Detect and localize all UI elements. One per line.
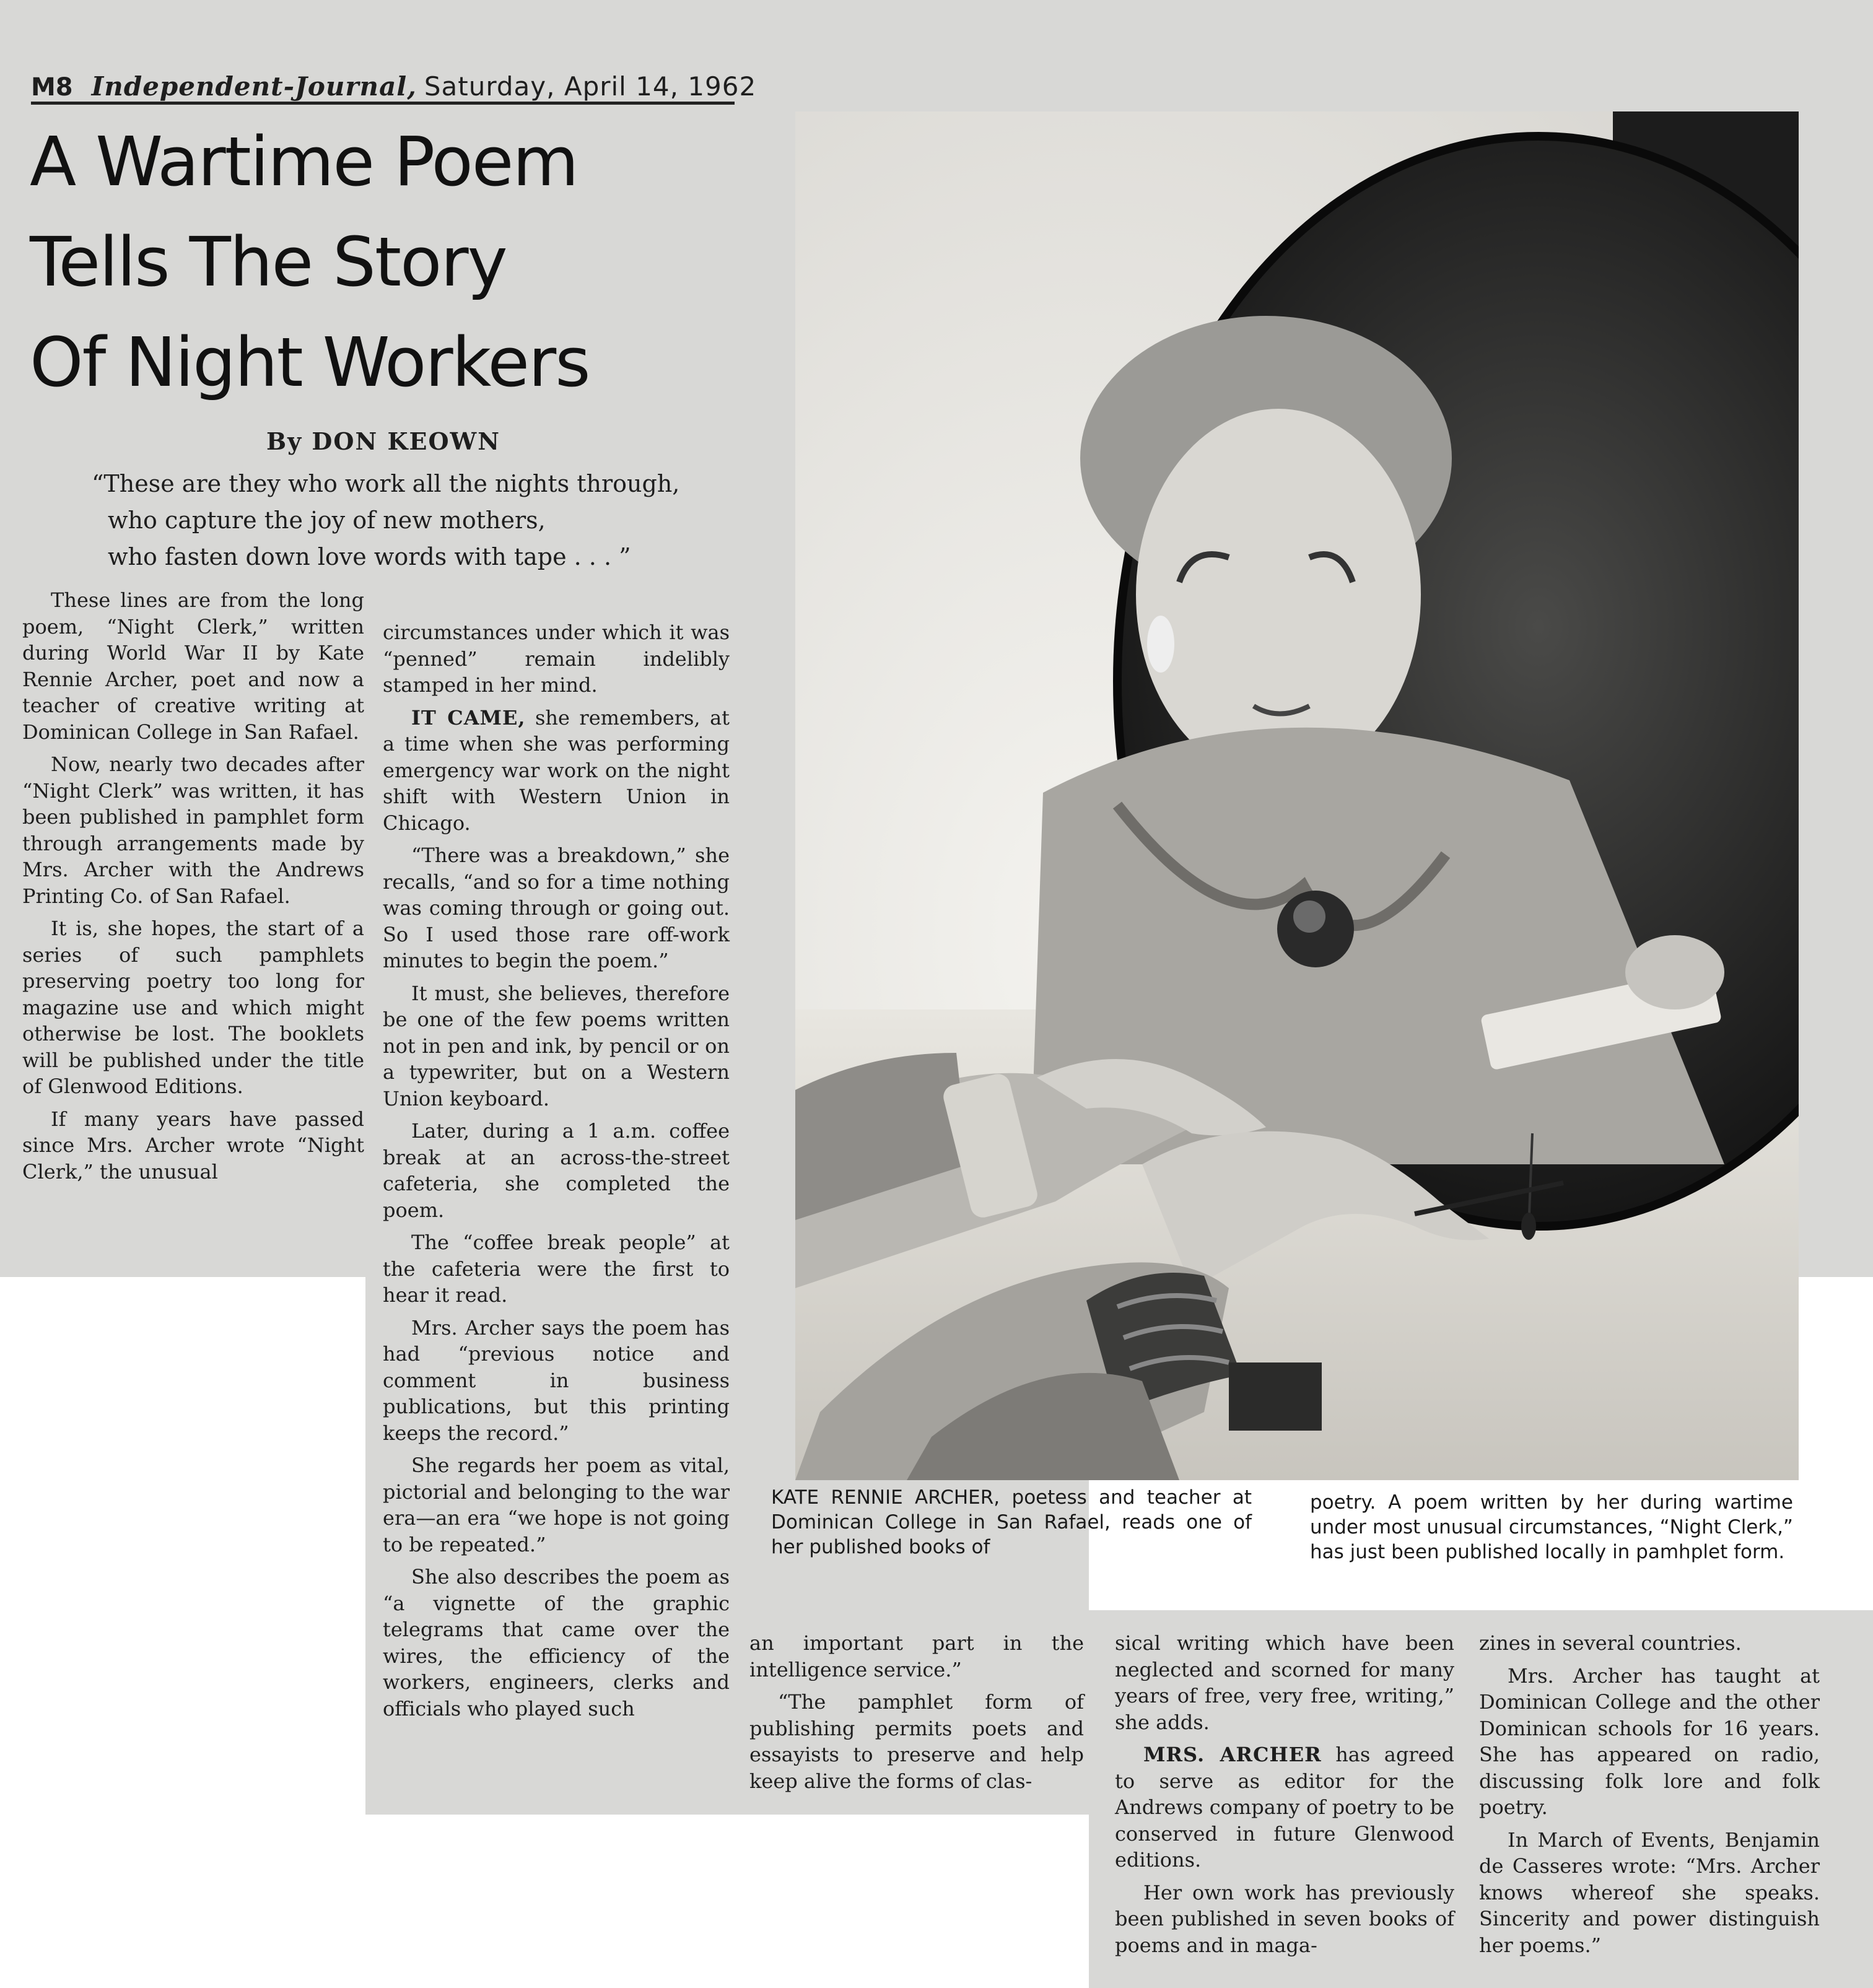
portrait-photo (795, 111, 1799, 1480)
byline: By DON KEOWN (266, 427, 500, 455)
article-column-4 (1115, 1630, 1454, 1964)
paragraph: “There was a breakdown,” she recalls, “and so for a time nothing was coming through or going out. So I used those rare off-work minutes to begin the poem.” (383, 844, 730, 972)
newspaper-name: Independent-Journal, (91, 71, 417, 102)
paragraph-text: she remembers, at a time when she was performing emergency war work on the night shift with Western Union in Chicago. (383, 705, 730, 835)
paragraph: “The pamphlet form of publishing permits poets and essayists to preserve and help keep alive the forms of clas- (749, 1690, 1084, 1793)
photo-caption-right: poetry. A poem written by her during wartime under most unusual circumstances, “Night Clerk,” has just been published locally in pamhplet form. (1310, 1491, 1793, 1563)
headline-line: A Wartime Poem (30, 122, 578, 201)
caption-text: poetess and teacher at Dominican College in San Rafael, reads one of her published books of (771, 1486, 1252, 1558)
paragraph: Now, nearly two decades after “Night Clerk” was written, it has been published in pamphlet form through arrangements made by Mrs. Archer with the Andrews Printing Co. of San Rafael. (22, 752, 364, 908)
headline (30, 111, 730, 412)
masthead (31, 62, 757, 105)
epigraph-quote (92, 466, 748, 575)
subhead-lead: MRS. ARCHER (1143, 1743, 1322, 1766)
paragraph: It is, she hopes, the start of a series of such pamphlets preserving poetry too long for magazine use and which might otherwise be lost. The booklets will be published under the title of Glenwood Editions. (22, 917, 364, 1098)
paragraph: sical writing which have been neglected and scorned for many years of free, very free, writing,” she adds. (1115, 1631, 1454, 1734)
paragraph: If many years have passed since Mrs. Archer wrote “Night Clerk,” the unusual (22, 1107, 364, 1184)
subhead-lead: IT CAME, (411, 705, 526, 730)
epigraph-line: who fasten down love words with tape . . . ” (108, 543, 631, 570)
paragraph: Mrs. Archer has taught at Dominican College and the other Dominican schools for 16 years. She has appeared on radio, discussing folk lore and folk poetry. (1479, 1663, 1820, 1819)
epigraph-line: “These are they who work all the nights through, (92, 470, 680, 497)
paragraph: The “coffee break people” at the cafeteria were the first to hear it read. (383, 1231, 730, 1307)
epigraph-line: who capture the joy of new mothers, (108, 507, 546, 534)
paragraph (1115, 1742, 1454, 1873)
paragraph: These lines are from the long poem, “Night Clerk,” written during World War II by Kate Rennie Archer, poet and now a teacher of creative writing at Dominican College in San Rafael. (22, 588, 364, 744)
paragraph: She regards her poem as vital, pictorial and belonging to the war era—an era “we hope is not going to be repeated.” (383, 1454, 730, 1556)
paragraph: Later, during a 1 a.m. coffee break at an across-the-street cafeteria, she completed the poem. (383, 1119, 730, 1222)
paragraph: an important part in the intelligence service.” (749, 1631, 1084, 1681)
paragraph: zines in several countries. (1479, 1631, 1742, 1655)
paragraph-text: has agreed to serve as editor for the Andrews company of poetry to be conserved in future Glenwood editions. (1115, 1743, 1455, 1872)
paragraph: Mrs. Archer says the poem has had “previous notice and comment in business publications, but this printing keeps the record.” (383, 1315, 730, 1445)
photo-caption-left (771, 1485, 1252, 1559)
paragraph: She also describes the poem as “a vignette of the graphic telegrams that came over the wires, the efficiency of the workers, engineers, clerks and officials who played such (383, 1565, 730, 1720)
paragraph: It must, she believes, therefore be one of the few poems written not in pen and ink, by pencil or on a typewriter, but on a Western Union keyboard. (383, 981, 730, 1110)
page-number: M8 (31, 73, 73, 102)
headline-line: Of Night Workers (30, 323, 590, 402)
article-column-5 (1479, 1630, 1820, 1964)
publication-date: Saturday, April 14, 1962 (424, 71, 757, 102)
article-column-3 (749, 1630, 1084, 1800)
caption-name: KATE RENNIE ARCHER, (771, 1486, 1000, 1509)
headline-line: Tells The Story (30, 222, 507, 302)
paragraph (383, 705, 730, 837)
paragraph: In March of Events, Benjamin de Casseres wrote: “Mrs. Archer knows whereof she speaks. Sincerity and power distinguish her poems.” (1479, 1828, 1820, 1957)
paragraph: Her own work has previously been published in seven books of poems and in maga- (1115, 1880, 1454, 1957)
article-column-2 (383, 619, 730, 1728)
paragraph: circumstances under which it was “penned” remain indelibly stamped in her mind. (383, 621, 730, 697)
portrait-photo-drawing (795, 111, 1799, 1480)
article-column-1 (22, 587, 364, 1191)
